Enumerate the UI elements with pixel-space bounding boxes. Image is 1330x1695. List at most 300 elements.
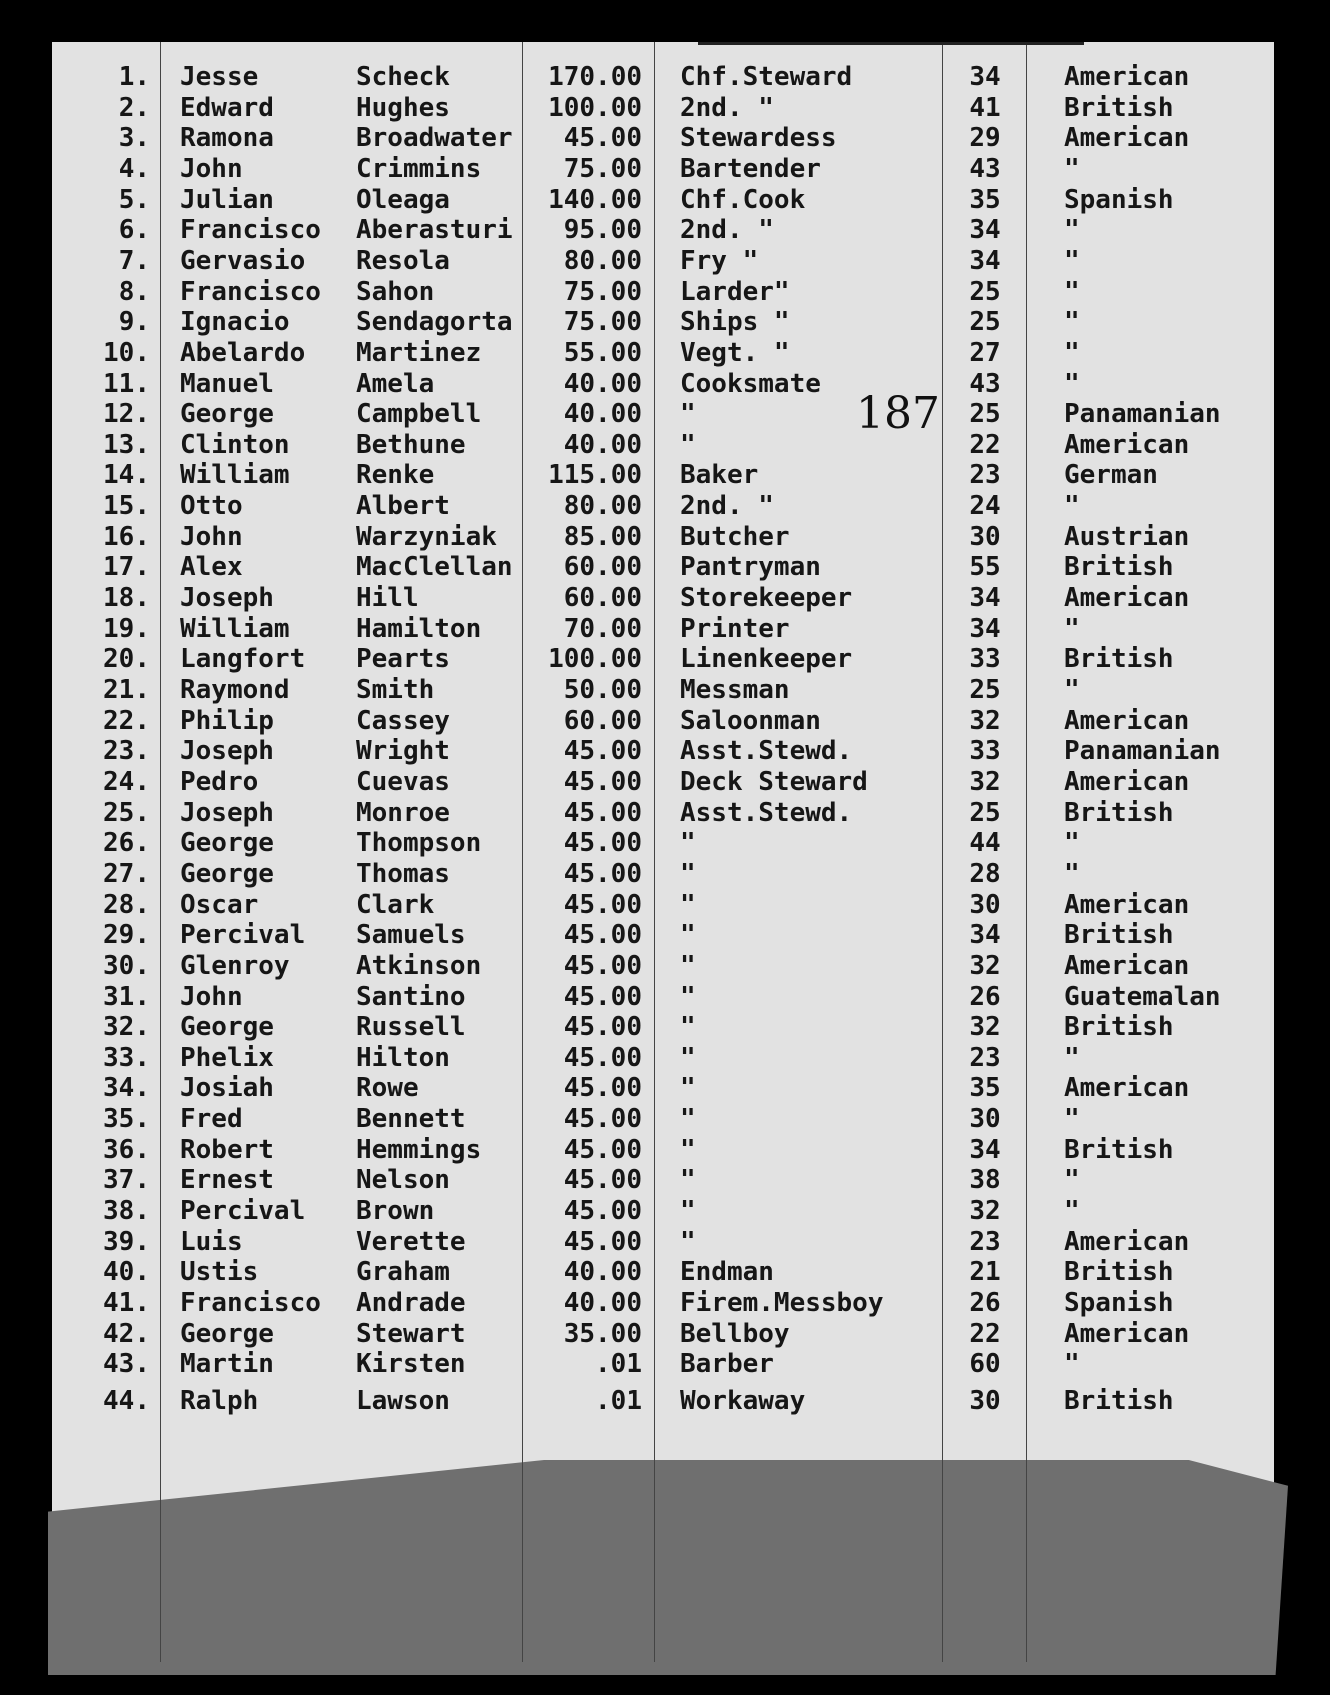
nationality: American [1064, 62, 1190, 92]
first-name: John [180, 981, 243, 1012]
first-name: Joseph [180, 736, 274, 767]
monthly-wage: 40.00 [563, 399, 642, 430]
nationality: American [1064, 1073, 1190, 1104]
monthly-wage: 140.00 [548, 184, 642, 215]
monthly-wage: 45.00 [563, 797, 642, 828]
nationality: American [1064, 1318, 1190, 1349]
monthly-wage: 115.00 [548, 460, 642, 491]
row-number: 5. [118, 184, 150, 215]
last-name: Oleaga [356, 184, 450, 215]
first-name: Langfort [180, 644, 306, 675]
age: 33 [969, 736, 1001, 767]
monthly-wage: 45.00 [563, 1134, 642, 1165]
row-number: 41. [103, 1288, 150, 1318]
first-name: Percival [180, 920, 306, 951]
nationality: Spanish [1064, 184, 1174, 215]
first-name: Jesse [180, 62, 259, 92]
row-number: 42. [103, 1318, 150, 1349]
monthly-wage: 45.00 [563, 736, 642, 767]
row-number: 30. [103, 950, 150, 981]
first-name: Raymond [180, 675, 290, 705]
monthly-wage: 75.00 [563, 153, 642, 184]
monthly-wage: 45.00 [563, 766, 642, 797]
age: 24 [969, 491, 1001, 522]
crew-row [0, 123, 1330, 153]
row-number: 43. [103, 1349, 150, 1380]
first-name: Ralph [180, 1385, 259, 1416]
monthly-wage: 95.00 [563, 215, 642, 246]
first-name: Ernest [180, 1165, 274, 1196]
row-number: 37. [103, 1165, 150, 1196]
age: 34 [969, 245, 1001, 276]
row-number: 16. [103, 521, 150, 552]
crew-row [0, 1012, 1330, 1042]
rating: Asst.Stewd. [680, 736, 853, 767]
nationality: British [1064, 797, 1174, 828]
monthly-wage: 45.00 [563, 920, 642, 951]
last-name: Monroe [356, 797, 450, 828]
first-name: Martin [180, 1349, 274, 1380]
first-name: George [180, 828, 274, 859]
first-name: Abelardo [180, 337, 306, 368]
crew-row [0, 890, 1330, 920]
rating: Ships " [680, 307, 790, 338]
age: 34 [969, 920, 1001, 951]
age: 30 [969, 1385, 1001, 1416]
age: 23 [969, 460, 1001, 491]
nationality: " [1064, 1104, 1080, 1135]
rating: Printer [680, 613, 790, 644]
last-name: Resola [356, 245, 450, 276]
age: 55 [969, 552, 1001, 583]
monthly-wage: .01 [595, 1385, 642, 1416]
age: 34 [969, 1134, 1001, 1165]
rating: Firem.Messboy [680, 1288, 884, 1318]
crew-row [0, 798, 1330, 828]
nationality: " [1064, 337, 1080, 368]
rating: " [680, 950, 696, 981]
row-number: 32. [103, 1012, 150, 1043]
age: 28 [969, 858, 1001, 889]
crew-row [0, 522, 1330, 552]
crew-row [0, 736, 1330, 766]
nationality: American [1064, 705, 1190, 736]
crew-row [0, 277, 1330, 307]
rating: Deck Steward [680, 766, 868, 797]
rating: Stewardess [680, 123, 837, 154]
monthly-wage: 45.00 [563, 858, 642, 889]
age: 43 [969, 153, 1001, 184]
last-name: Amela [356, 368, 435, 399]
last-name: Hilton [356, 1042, 450, 1073]
crew-row [0, 215, 1330, 245]
row-number: 17. [103, 552, 150, 583]
crew-row [0, 951, 1330, 981]
monthly-wage: 45.00 [563, 828, 642, 859]
monthly-wage: .01 [595, 1349, 642, 1380]
crew-row [0, 552, 1330, 582]
rating: Chf.Steward [680, 62, 853, 92]
last-name: Andrade [356, 1288, 466, 1318]
monthly-wage: 50.00 [563, 675, 642, 705]
crew-row [0, 1165, 1330, 1195]
monthly-wage: 45.00 [563, 123, 642, 154]
age: 34 [969, 62, 1001, 92]
rating: " [680, 1165, 696, 1196]
rating: " [680, 889, 696, 920]
row-number: 36. [103, 1134, 150, 1165]
row-number: 8. [118, 276, 150, 307]
first-name: Oscar [180, 889, 259, 920]
nationality: American [1064, 123, 1190, 154]
row-number: 11. [103, 368, 150, 399]
age: 34 [969, 215, 1001, 246]
monthly-wage: 80.00 [563, 491, 642, 522]
monthly-wage: 40.00 [563, 368, 642, 399]
last-name: Lawson [356, 1385, 450, 1416]
monthly-wage: 40.00 [563, 1288, 642, 1318]
rating: " [680, 981, 696, 1012]
age: 25 [969, 399, 1001, 430]
age: 34 [969, 583, 1001, 614]
monthly-wage: 45.00 [563, 981, 642, 1012]
last-name: Broadwater [356, 123, 513, 154]
age: 25 [969, 276, 1001, 307]
row-number: 31. [103, 981, 150, 1012]
row-number: 2. [118, 92, 150, 123]
first-name: William [180, 613, 290, 644]
first-name: Francisco [180, 1288, 321, 1318]
monthly-wage: 45.00 [563, 1226, 642, 1257]
crew-row [0, 62, 1330, 92]
row-number: 27. [103, 858, 150, 889]
crew-row [0, 246, 1330, 276]
row-number: 10. [103, 337, 150, 368]
first-name: Francisco [180, 276, 321, 307]
first-name: Ignacio [180, 307, 290, 338]
first-name: Phelix [180, 1042, 274, 1073]
age: 22 [969, 1318, 1001, 1349]
row-number: 35. [103, 1104, 150, 1135]
nationality: British [1064, 552, 1174, 583]
last-name: Bennett [356, 1104, 466, 1135]
last-name: Hemmings [356, 1134, 482, 1165]
last-name: Santino [356, 981, 466, 1012]
last-name: Russell [356, 1012, 466, 1043]
last-name: Kirsten [356, 1349, 466, 1380]
nationality: British [1064, 1134, 1174, 1165]
age: 32 [969, 766, 1001, 797]
nationality: " [1064, 491, 1080, 522]
page-bottom-fold [48, 1460, 1288, 1675]
nationality: Panamanian [1064, 399, 1221, 430]
last-name: Rowe [356, 1073, 419, 1104]
age: 25 [969, 307, 1001, 338]
monthly-wage: 100.00 [548, 644, 642, 675]
first-name: Clinton [180, 429, 290, 460]
crew-row [0, 583, 1330, 613]
last-name: Smith [356, 675, 435, 705]
crew-row [0, 859, 1330, 889]
age: 33 [969, 644, 1001, 675]
rating: Chf.Cook [680, 184, 806, 215]
row-number: 20. [103, 644, 150, 675]
age: 30 [969, 521, 1001, 552]
age: 43 [969, 368, 1001, 399]
row-number: 28. [103, 889, 150, 920]
monthly-wage: 35.00 [563, 1318, 642, 1349]
last-name: Nelson [356, 1165, 450, 1196]
row-number: 25. [103, 797, 150, 828]
nationality: British [1064, 92, 1174, 123]
age: 30 [969, 1104, 1001, 1135]
nationality: American [1064, 429, 1190, 460]
first-name: George [180, 1318, 274, 1349]
age: 32 [969, 1012, 1001, 1043]
nationality: " [1064, 858, 1080, 889]
nationality: " [1064, 153, 1080, 184]
first-name: Joseph [180, 797, 274, 828]
rating: Barber [680, 1349, 774, 1380]
rating: Cooksmate [680, 368, 821, 399]
nationality: American [1064, 583, 1190, 614]
last-name: Warzyniak [356, 521, 497, 552]
rating: " [680, 1226, 696, 1257]
last-name: Clark [356, 889, 435, 920]
last-name: Campbell [356, 399, 482, 430]
age: 32 [969, 1196, 1001, 1227]
last-name: Sendagorta [356, 307, 513, 338]
rating: 2nd. " [680, 215, 774, 246]
age: 22 [969, 429, 1001, 460]
crew-row [0, 1319, 1330, 1349]
age: 35 [969, 184, 1001, 215]
last-name: Brown [356, 1196, 435, 1227]
row-number: 24. [103, 766, 150, 797]
rating: " [680, 429, 696, 460]
crew-row [0, 1043, 1330, 1073]
nationality: " [1064, 1349, 1080, 1380]
row-number: 19. [103, 613, 150, 644]
age: 25 [969, 797, 1001, 828]
last-name: Wright [356, 736, 450, 767]
row-number: 7. [118, 245, 150, 276]
last-name: Hughes [356, 92, 450, 123]
age: 23 [969, 1226, 1001, 1257]
rating: " [680, 1042, 696, 1073]
first-name: Robert [180, 1134, 274, 1165]
crew-row [0, 767, 1330, 797]
crew-row [0, 1135, 1330, 1165]
last-name: Albert [356, 491, 450, 522]
crew-row [0, 1104, 1330, 1134]
age: 38 [969, 1165, 1001, 1196]
last-name: Samuels [356, 920, 466, 951]
rating: Workaway [680, 1385, 806, 1416]
nationality: " [1064, 828, 1080, 859]
last-name: Scheck [356, 62, 450, 92]
row-number: 9. [118, 307, 150, 338]
rating: " [680, 1012, 696, 1043]
first-name: Philip [180, 705, 274, 736]
monthly-wage: 45.00 [563, 1104, 642, 1135]
nationality: Guatemalan [1064, 981, 1221, 1012]
last-name: Aberasturi [356, 215, 513, 246]
row-number: 6. [118, 215, 150, 246]
row-number: 14. [103, 460, 150, 491]
monthly-wage: 45.00 [563, 1012, 642, 1043]
age: 41 [969, 92, 1001, 123]
crew-row [0, 1288, 1330, 1318]
first-name: Percival [180, 1196, 306, 1227]
row-number: 15. [103, 491, 150, 522]
row-number: 18. [103, 583, 150, 614]
nationality: " [1064, 307, 1080, 338]
last-name: Pearts [356, 644, 450, 675]
crew-row [0, 460, 1330, 490]
crew-row [0, 706, 1330, 736]
row-number: 26. [103, 828, 150, 859]
page-number-stamp: 187 [856, 388, 940, 439]
monthly-wage: 45.00 [563, 1196, 642, 1227]
nationality: " [1064, 245, 1080, 276]
age: 26 [969, 981, 1001, 1012]
age: 25 [969, 675, 1001, 705]
last-name: Verette [356, 1226, 466, 1257]
age: 60 [969, 1349, 1001, 1380]
rating: Bellboy [680, 1318, 790, 1349]
crew-row [0, 644, 1330, 674]
first-name: Joseph [180, 583, 274, 614]
crew-row [0, 399, 1330, 429]
age: 34 [969, 613, 1001, 644]
rating: 2nd. " [680, 491, 774, 522]
age: 26 [969, 1288, 1001, 1318]
age: 27 [969, 337, 1001, 368]
crew-row [0, 920, 1330, 950]
monthly-wage: 60.00 [563, 705, 642, 736]
nationality: " [1064, 1042, 1080, 1073]
crew-row [0, 185, 1330, 215]
first-name: Francisco [180, 215, 321, 246]
monthly-wage: 45.00 [563, 889, 642, 920]
nationality: American [1064, 889, 1190, 920]
rating: Bartender [680, 153, 821, 184]
monthly-wage: 80.00 [563, 245, 642, 276]
rating: Linenkeeper [680, 644, 853, 675]
crew-row [0, 675, 1330, 705]
last-name: Stewart [356, 1318, 466, 1349]
rating: Butcher [680, 521, 790, 552]
row-number: 44. [103, 1385, 150, 1416]
nationality: " [1064, 1196, 1080, 1227]
row-number: 1. [118, 62, 150, 92]
monthly-wage: 75.00 [563, 307, 642, 338]
rating: Vegt. " [680, 337, 790, 368]
monthly-wage: 75.00 [563, 276, 642, 307]
monthly-wage: 40.00 [563, 1257, 642, 1288]
crew-row [0, 1196, 1330, 1226]
monthly-wage: 45.00 [563, 1165, 642, 1196]
nationality: Austrian [1064, 521, 1190, 552]
crew-row [0, 369, 1330, 399]
crew-row [0, 828, 1330, 858]
nationality: Spanish [1064, 1288, 1174, 1318]
nationality: American [1064, 766, 1190, 797]
rating: Larder" [680, 276, 790, 307]
last-name: Renke [356, 460, 435, 491]
first-name: Ramona [180, 123, 274, 154]
last-name: Sahon [356, 276, 435, 307]
nationality: British [1064, 1257, 1174, 1288]
first-name: Julian [180, 184, 274, 215]
monthly-wage: 60.00 [563, 552, 642, 583]
row-number: 22. [103, 705, 150, 736]
rating: Fry " [680, 245, 759, 276]
header-rule [698, 42, 1084, 45]
monthly-wage: 100.00 [548, 92, 642, 123]
nationality: British [1064, 920, 1174, 951]
last-name: Thomas [356, 858, 450, 889]
rating: " [680, 1134, 696, 1165]
rating: 2nd. " [680, 92, 774, 123]
first-name: Manuel [180, 368, 274, 399]
first-name: John [180, 153, 243, 184]
last-name: Hill [356, 583, 419, 614]
nationality: " [1064, 1165, 1080, 1196]
rating: Endman [680, 1257, 774, 1288]
rating: " [680, 920, 696, 951]
rating: Storekeeper [680, 583, 853, 614]
row-number: 21. [103, 675, 150, 705]
crew-row [0, 982, 1330, 1012]
row-number: 23. [103, 736, 150, 767]
row-number: 40. [103, 1257, 150, 1288]
rating: Baker [680, 460, 759, 491]
nationality: British [1064, 1385, 1174, 1416]
crew-row [0, 338, 1330, 368]
rating: " [680, 1196, 696, 1227]
row-number: 4. [118, 153, 150, 184]
last-name: Hamilton [356, 613, 482, 644]
rating: " [680, 858, 696, 889]
age: 23 [969, 1042, 1001, 1073]
monthly-wage: 45.00 [563, 950, 642, 981]
rating: Pantryman [680, 552, 821, 583]
crew-row [0, 491, 1330, 521]
first-name: George [180, 858, 274, 889]
age: 30 [969, 889, 1001, 920]
rating: Asst.Stewd. [680, 797, 853, 828]
age: 32 [969, 705, 1001, 736]
crew-row [0, 614, 1330, 644]
last-name: Graham [356, 1257, 450, 1288]
rating: Messman [680, 675, 790, 705]
monthly-wage: 40.00 [563, 429, 642, 460]
last-name: Cuevas [356, 766, 450, 797]
row-number: 13. [103, 429, 150, 460]
first-name: Glenroy [180, 950, 290, 981]
nationality: British [1064, 1012, 1174, 1043]
crew-row [0, 1257, 1330, 1287]
age: 32 [969, 950, 1001, 981]
rating: Saloonman [680, 705, 821, 736]
last-name: Crimmins [356, 153, 482, 184]
age: 44 [969, 828, 1001, 859]
row-number: 34. [103, 1073, 150, 1104]
last-name: Atkinson [356, 950, 482, 981]
rating: " [680, 1073, 696, 1104]
